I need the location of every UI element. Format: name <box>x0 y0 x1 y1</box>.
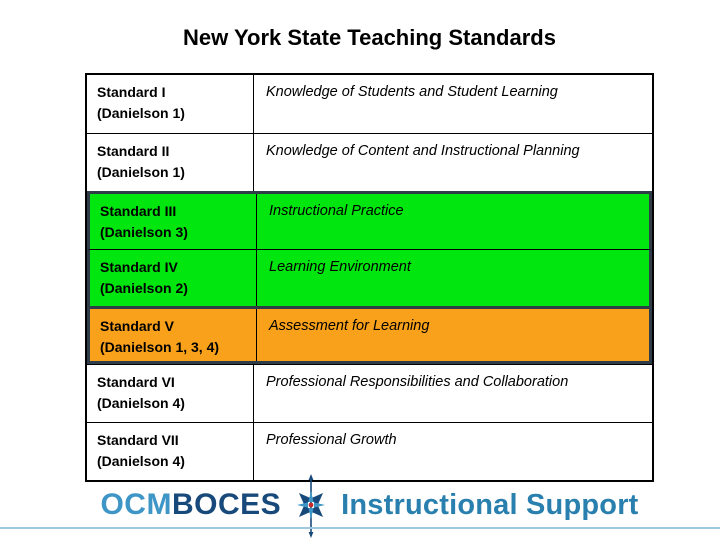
danielson-label: (Danielson 4) <box>97 453 185 470</box>
logo-boces: BOCES <box>171 488 282 521</box>
table-row <box>87 306 652 364</box>
ocm-boces-logo <box>85 477 654 533</box>
standard-label: Standard V <box>100 318 174 335</box>
standard-cell <box>87 365 254 422</box>
table-row <box>87 191 652 249</box>
danielson-label: (Danielson 1) <box>97 163 185 180</box>
description-cell: Knowledge of Students and Student Learning <box>266 84 558 100</box>
standard-cell <box>87 423 254 480</box>
table-row <box>87 422 652 480</box>
danielson-label: (Danielson 3) <box>100 223 188 240</box>
description-cell: Assessment for Learning <box>269 318 430 335</box>
description-cell: Instructional Practice <box>269 202 404 219</box>
standards-table <box>85 73 654 482</box>
logo-ocm: OCM <box>100 488 172 521</box>
page-title: New York State Teaching Standards <box>183 25 556 50</box>
table-row <box>87 364 652 422</box>
logo-wordmark <box>100 488 281 522</box>
standard-label: Standard III <box>100 202 177 219</box>
standard-cell <box>87 75 254 133</box>
description-cell: Professional Responsibilities and Collaboration <box>266 374 569 391</box>
standard-cell <box>90 194 257 249</box>
danielson-label: (Danielson 2) <box>100 279 188 296</box>
standard-label: Standard VII <box>97 432 179 449</box>
standard-label: Standard II <box>97 142 170 159</box>
danielson-label: (Danielson 4) <box>97 395 185 412</box>
standard-cell <box>90 309 257 361</box>
table-row <box>87 75 652 133</box>
standard-cell <box>90 250 257 307</box>
description-cell: Knowledge of Content and Instructional Planning <box>266 142 580 159</box>
description-cell: Learning Environment <box>269 258 411 275</box>
standard-label: Standard IV <box>100 258 178 275</box>
description-cell: Professional Growth <box>266 432 397 449</box>
table-row <box>87 133 652 191</box>
danielson-label: (Danielson 1) <box>97 105 185 121</box>
table-row <box>87 249 652 307</box>
standard-cell <box>87 134 254 191</box>
footer-divider-line <box>0 527 720 529</box>
standard-label: Standard I <box>97 84 166 100</box>
standard-label: Standard VI <box>97 374 175 391</box>
logo-tagline: Instructional Support <box>341 488 639 521</box>
danielson-label: (Danielson 1, 3, 4) <box>100 339 220 356</box>
